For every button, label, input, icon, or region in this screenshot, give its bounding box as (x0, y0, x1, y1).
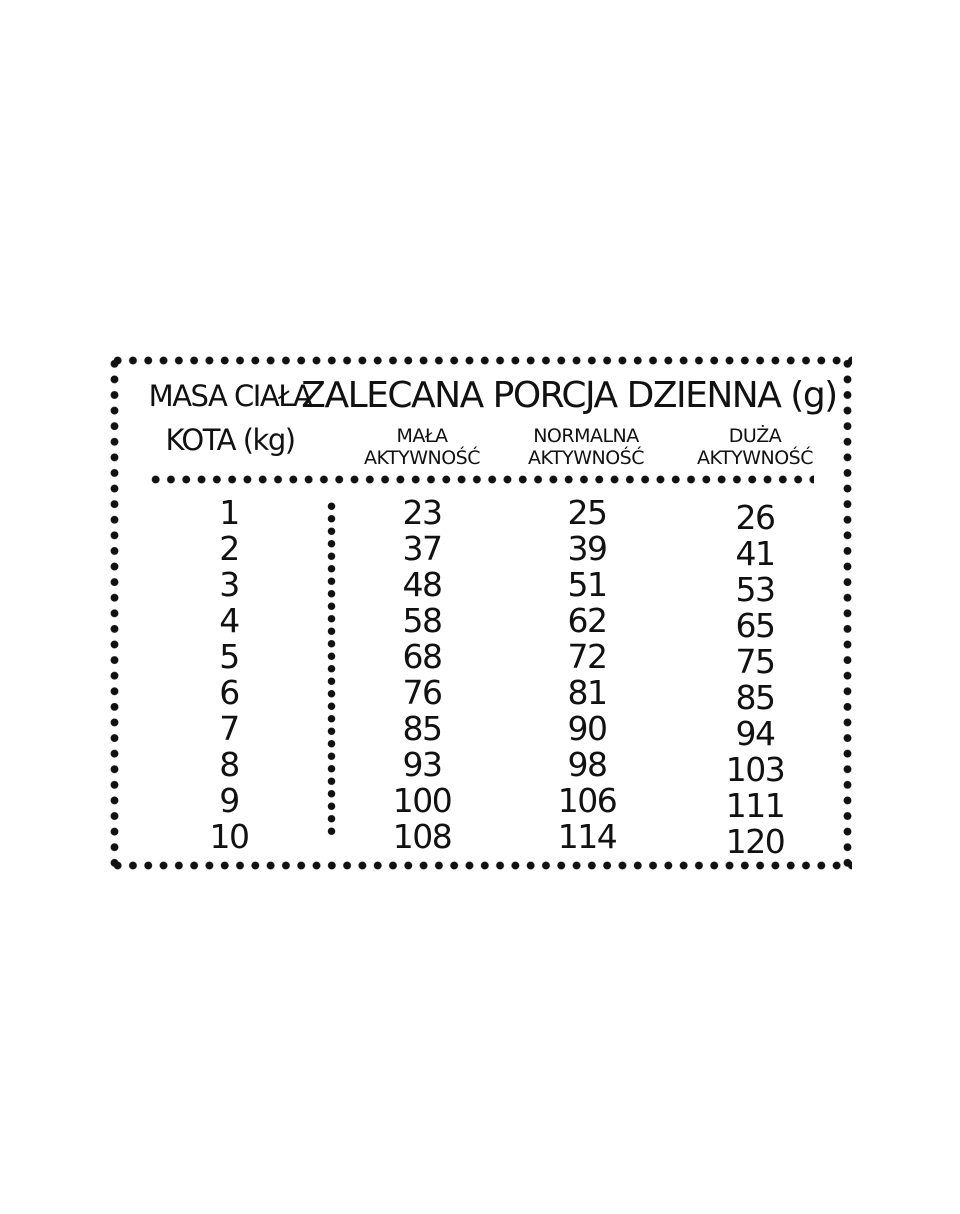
high-activity-label: DUŻA (728, 425, 782, 447)
low-cell: 37 (402, 529, 442, 568)
low-activity-column (352, 495, 492, 855)
high-cell: 41 (735, 534, 775, 573)
dotted-frame-right (843, 356, 852, 870)
low-cell: 48 (402, 565, 442, 604)
mass-cell: 10 (209, 817, 249, 856)
mass-cell: 8 (219, 745, 239, 784)
normal-activity-label: NORMALNA (533, 425, 639, 447)
dotted-frame-bottom (110, 861, 852, 870)
low-activity-label: MAŁA (396, 425, 448, 447)
high-cell: 26 (735, 498, 775, 537)
mass-column (159, 495, 299, 855)
high-cell: 120 (725, 822, 785, 861)
normal-cell: 62 (567, 601, 607, 640)
normal-cell: 25 (567, 493, 607, 532)
normal-cell: 98 (567, 745, 607, 784)
mass-cell: 2 (219, 529, 239, 568)
dotted-frame-top (110, 356, 852, 365)
high-activity-header (697, 425, 813, 469)
high-cell: 85 (735, 678, 775, 717)
low-cell: 76 (402, 673, 442, 712)
high-cell: 65 (735, 606, 775, 645)
mass-cell: 1 (219, 493, 239, 532)
low-cell: 68 (402, 637, 442, 676)
low-cell: 100 (392, 781, 452, 820)
normal-activity-column (517, 495, 657, 855)
mass-cell: 9 (219, 781, 239, 820)
normal-cell: 114 (557, 817, 617, 856)
normal-cell: 90 (567, 709, 607, 748)
normal-cell: 72 (567, 637, 607, 676)
mass-cell: 6 (219, 673, 239, 712)
low-cell: 85 (402, 709, 442, 748)
normal-cell: 51 (567, 565, 607, 604)
low-cell: 108 (392, 817, 452, 856)
dotted-frame-left (110, 356, 119, 870)
mass-cell: 3 (219, 565, 239, 604)
normal-activity-header (528, 425, 644, 469)
high-cell: 53 (735, 570, 775, 609)
high-cell: 103 (725, 750, 785, 789)
column-divider (327, 500, 336, 839)
high-activity-sublabel: AKTYWNOŚĆ (697, 447, 813, 469)
mass-cell: 4 (219, 601, 239, 640)
header-divider (148, 475, 814, 484)
mass-header: MASA CIAŁA (148, 379, 312, 413)
high-cell: 75 (735, 642, 775, 681)
high-cell: 94 (735, 714, 775, 753)
high-activity-column (685, 500, 825, 860)
low-cell: 58 (402, 601, 442, 640)
low-cell: 93 (402, 745, 442, 784)
normal-activity-sublabel: AKTYWNOŚĆ (528, 447, 644, 469)
low-activity-sublabel: AKTYWNOŚĆ (364, 447, 480, 469)
low-cell: 23 (402, 493, 442, 532)
mass-cell: 5 (219, 637, 239, 676)
normal-cell: 39 (567, 529, 607, 568)
low-activity-header (364, 425, 480, 469)
mass-header-unit: KOTA (kg) (165, 423, 295, 457)
high-cell: 111 (725, 786, 785, 825)
normal-cell: 106 (557, 781, 617, 820)
portion-header: ZALECANA PORCJA DZIENNA (g) (301, 375, 837, 416)
normal-cell: 81 (567, 673, 607, 712)
mass-cell: 7 (219, 709, 239, 748)
